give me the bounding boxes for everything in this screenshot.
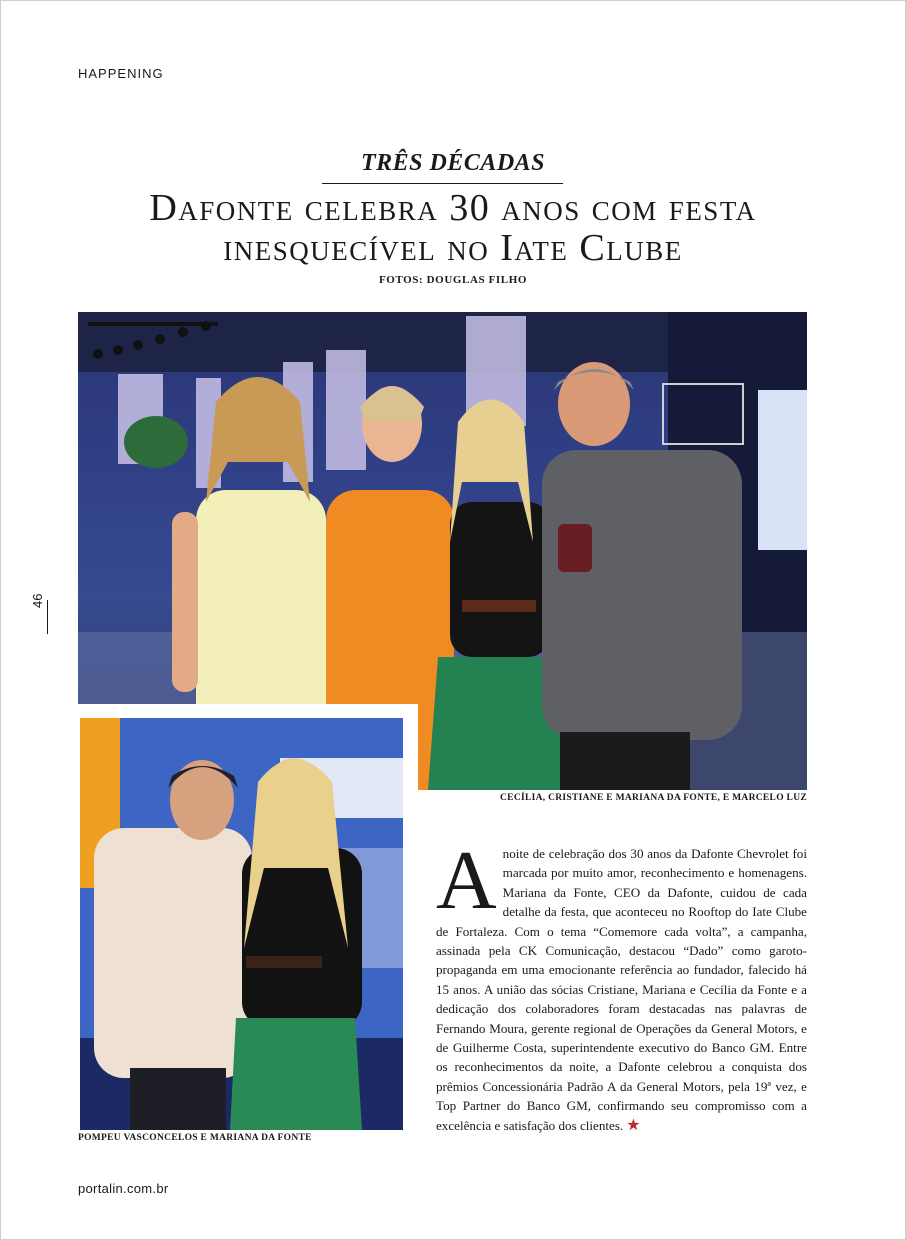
footer-site: portalin.com.br: [78, 1181, 169, 1196]
page-number: 46: [30, 593, 45, 608]
article-body: [436, 834, 807, 1135]
caption-main-photo: CECÍLIA, CRISTIANE E MARIANA DA FONTE, E MARCELO LUZ: [500, 793, 807, 803]
plant: [124, 416, 188, 468]
page-number-rule: [47, 600, 48, 634]
inset-photo: [80, 718, 403, 1130]
kicker: TRÊS DÉCADAS: [360, 150, 546, 176]
caption-inset-photo: POMPEU VASCONCELOS E MARIANA DA FONTE: [78, 1133, 312, 1143]
bright-screen: [758, 390, 807, 550]
section-label: HAPPENING: [78, 66, 164, 81]
end-mark-icon: ★: [626, 1116, 641, 1134]
inset-photo-illustration: [80, 718, 403, 1130]
headline: [40, 188, 866, 268]
kicker-rule: [322, 183, 563, 184]
headline-line-1: Dafonte celebra 30 anos com festa: [149, 187, 757, 229]
photo-credit: FOTOS: DOUGLAS FILHO: [378, 274, 528, 286]
headline-line-2: inesquecível no Iate Clube: [223, 227, 683, 269]
drop-cap: A: [436, 834, 497, 927]
article-text: noite de celebração dos 30 anos da Dafonte Chevrolet foi marcada por muito amor, reconhecimento e homenagens. Mariana da Fonte, CEO da Dafonte, cuidou de cada detalhe da festa, que aconteceu no Rooftop do Iate Clube de Fortaleza. Com o tema “Comemore cada volta”, a campanha, assinada pela CK Comunicação, destacou “Dado” como garoto-propaganda em uma emocionante referência ao fundador, falecido há 15 anos. A união das sócias Cristiane, Mariana e Cecília da Fonte e a dedicação dos colaboradores foram destacadas nas palavras de Fernando Moura, gerente regional de Operações da General Motors, e de Guilherme Costa, superintendente executivo do Banco GM. Entre os reconhecimentos da noite, a Dafonte celebrou a conquista dos prêmios Concessionária Padrão A da General Motors, pela 19ª vez, e Top Partner do Banco GM, confirmando seu compromisso com a excelência e satisfação dos clientes.: [436, 846, 807, 1133]
